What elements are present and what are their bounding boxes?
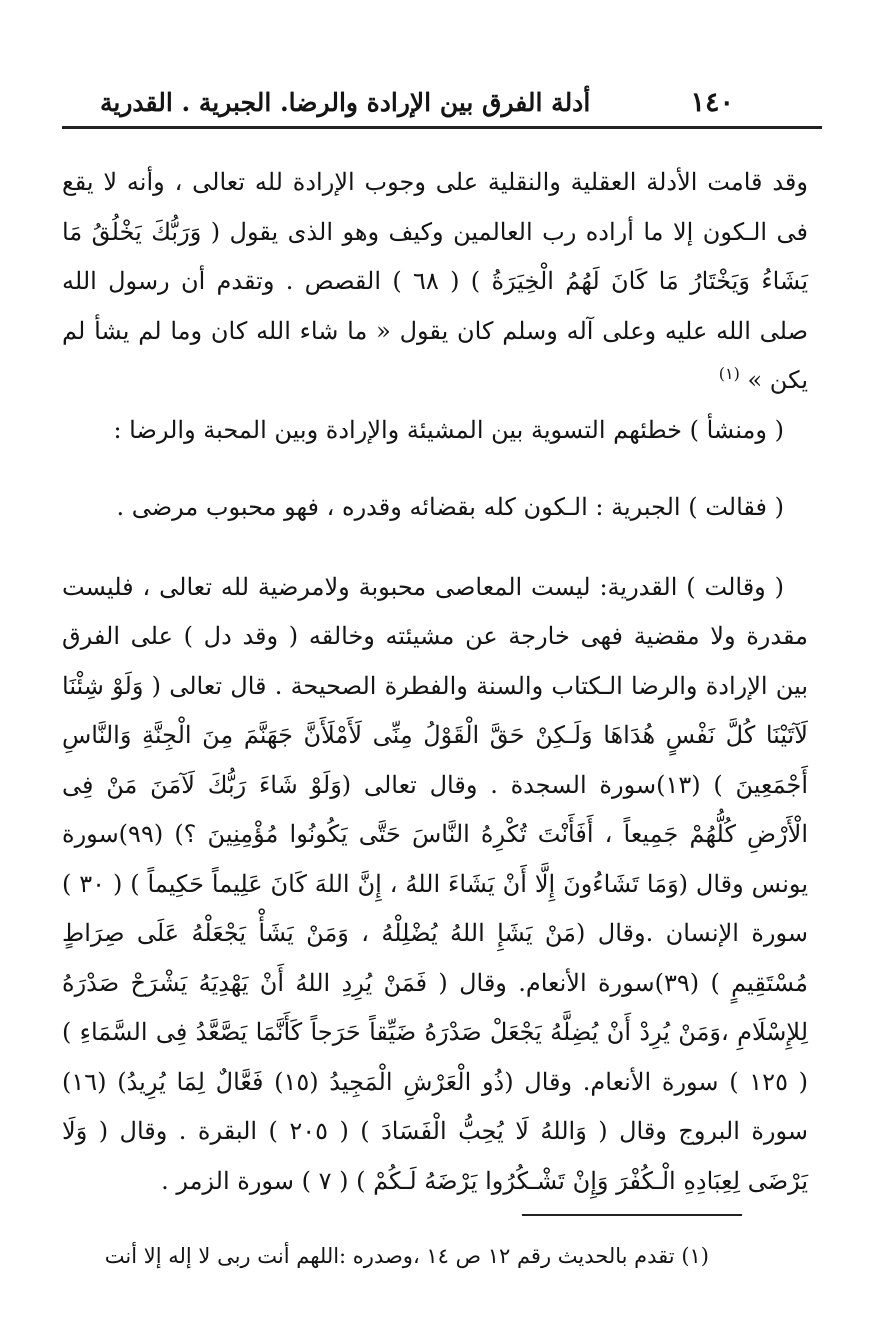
page-number: ١٤٠ — [690, 86, 734, 118]
footnote: (١) تقدم بالحديث رقم ١٢ ص ١٤ ،وصدره :اللهم أنت ربى لا إله إلا أنت — [104, 1244, 709, 1268]
header-divider — [62, 126, 822, 129]
paragraph-text: وقد قامت الأدلة العقلية والنقلية على وجوب الإرادة لله تعالى ، وأنه لا يقع فى الـكون إلا ما أراده رب العالمين وكيف وهو الذى يقول ( وَرَبُّكَ يَخْلُقُ مَا يَشَاءُ وَيَخْتَارُ مَا كَانَ لَهُمُ الْخِيَرَةُ ) ( ٦٨ ) القصص . وتقدم أن رسول الله صلى الله عليه وعلى آله وسلم كان يقول « ما شاء الله كان وما لم يشأ لم يكن » — [62, 168, 809, 394]
paragraph-spacer — [62, 455, 808, 483]
footnote-divider — [522, 1214, 742, 1216]
paragraph-jabriyya: ( فقالت ) الجبرية : الـكون كله بقضائه وقدره ، فهو محبوب مرضى . — [116, 493, 784, 521]
paragraph-will-evidence — [62, 158, 808, 406]
paragraph-origin-of-error: ( ومنشأ ) خطئهم التسوية بين المشيئة والإرادة وبين المحبة والرضا : — [113, 415, 784, 444]
footnote-reference: (١) — [718, 364, 740, 383]
page-header — [100, 82, 734, 122]
paragraph-qadariyya: ( وقالت ) القدرية: ليست المعاصى محبوبة ولامرضية لله تعالى ، فليست مقدرة ولا مقضية فهى خارجة عن مشيئته وخالقه ( وقد دل ) على الفرق بين الإرادة والرضا الـكتاب والسنة والفطرة الصحيحة . قال تعالى ( وَلَوْ شِئْنَا لَآتَيْنَا كُلَّ نَفْسٍ هُدَاهَا وَلَـكِنْ حَقَّ الْقَوْلُ مِنِّى لَأَمْلَأَنَّ جَهَنَّمَ مِنَ الْجِنَّةِ وَالنَّاسِ أَجْمَعِينَ ) (١٣)سورة السجدة . وقال تعالى (وَلَوْ شَاءَ رَبُّكَ لَآمَنَ مَنْ فِى الْأَرْضِ كُلُّهُمْ جَمِيعاً ، أَفَأَنْتَ تُكْرِهُ النَّاسَ حَتَّى يَكُونُوا مُؤْمِنِينَ ؟) (٩٩)سورة يونس وقال (وَمَا تَشَاءُونَ إِلَّا أَنْ يَشَاءَ اللهُ ، إِنَّ اللهَ كَانَ عَلِيماً حَكِيماً ) ( ٣٠ ) سورة الإنسان .وقال (مَنْ يَشَإِ اللهُ يُضْلِلْهُ ، وَمَنْ يَشَأْ يَجْعَلْهُ عَلَى صِرَاطٍ مُسْتَقِيمٍ ) (٣٩)سورة الأنعام. وقال ( فَمَنْ يُرِدِ اللهُ أَنْ يَهْدِيَهُ يَشْرَحْ صَدْرَهُ لِلإِسْلَامِ ،وَمَنْ يُرِدْ أَنْ يُضِلَّهُ يَجْعَلْ صَدْرَهُ ضَيِّقاً حَرَجاً كَأَنَّمَا يَصَّعَّدُ فِى السَّمَاءِ ) ( ١٢٥ ) سورة الأنعام. وقال (ذُو الْعَرْشِ الْمَجِيدُ (١٥) فَعَّالٌ لِمَا يُرِيدُ) (١٦) سورة البروج وقال ( وَاللهُ لَا يُحِبُّ الْفَسَادَ ) ( ٢٠٥ ) البقرة . وقال ( وَلَا يَرْضَى لِعِبَادِهِ الْـكُفْرَ وَإِنْ تَشْـكُرُوا يَرْضَهُ لَـكُمْ ) ( ٧ ) سورة الزمر . — [62, 572, 809, 1195]
paragraph-spacer — [62, 533, 808, 563]
running-title: أدلة الفرق بين الإرادة والرضا. الجبرية . القدرية — [100, 87, 591, 117]
body-text — [62, 158, 808, 1206]
